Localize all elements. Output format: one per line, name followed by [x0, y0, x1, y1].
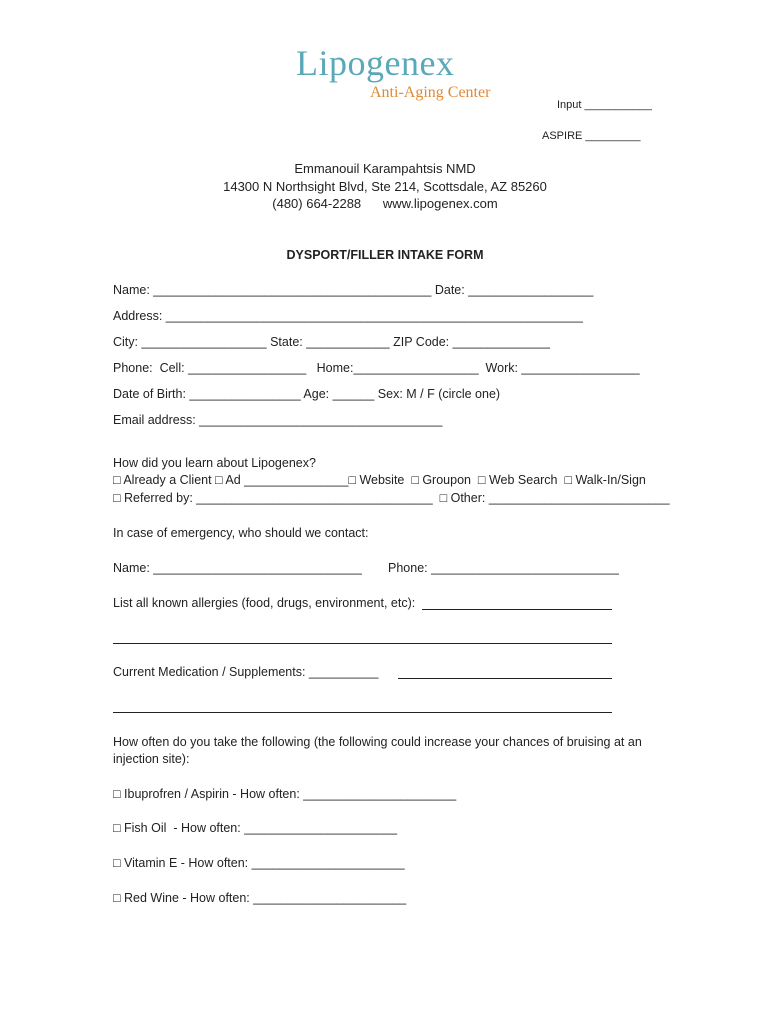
form-title: DYSPORT/FILLER INTAKE FORM [286, 248, 484, 262]
medications-line-2[interactable] [113, 712, 612, 713]
clinic-contact: (480) 664-2288 www.lipogenex.com [272, 196, 498, 211]
office-aspire-field[interactable]: ASPIRE _________ [542, 130, 641, 142]
frequency-question-line-2: injection site): [113, 752, 190, 766]
name-date-field[interactable]: Name: ________________________________________ Date: __________________ [113, 283, 594, 297]
logo-wordmark: Lipogenex [296, 43, 455, 83]
fish-oil-field[interactable]: □ Fish Oil - How often: ______________________ [113, 821, 398, 835]
referral-options-row-2[interactable]: □ Referred by: __________________________________ □ Other: __________________________ [113, 491, 670, 505]
dob-age-sex-field[interactable]: Date of Birth: ________________ Age: ______ Sex: M / F (circle one) [113, 387, 501, 401]
emergency-phone-field[interactable]: Phone: ___________________________ [388, 561, 619, 575]
referral-question: How did you learn about Lipogenex? [113, 456, 316, 470]
frequency-question-line-1: How often do you take the following (the following could increase your chances of bruising at an [113, 735, 642, 749]
phone-field[interactable]: Phone: Cell: _________________ Home:__________________ Work: _________________ [113, 361, 640, 375]
address-field[interactable]: Address: ____________________________________________________________ [113, 309, 583, 323]
red-wine-field[interactable]: □ Red Wine - How often: ______________________ [113, 891, 407, 905]
medications-label: Current Medication / Supplements: __________ [113, 665, 379, 679]
office-input-field[interactable]: Input ___________ [557, 99, 652, 111]
logo-subtitle: Anti-Aging Center [370, 84, 491, 101]
doctor-name: Emmanouil Karampahtsis NMD [294, 161, 476, 176]
referral-options-row-1[interactable]: □ Already a Client □ Ad _______________□ Website □ Groupon □ Web Search □ Walk-In/Sign [113, 473, 646, 487]
allergies-line-1[interactable] [422, 609, 612, 610]
ibuprofen-field[interactable]: □ Ibuprofren / Aspirin - How often: ______________________ [113, 787, 457, 801]
clinic-address: 14300 N Northsight Blvd, Ste 214, Scottsdale, AZ 85260 [223, 179, 547, 194]
emergency-question: In case of emergency, who should we contact: [113, 526, 369, 540]
city-state-zip-field[interactable]: City: __________________ State: ____________ ZIP Code: ______________ [113, 335, 550, 349]
vitamin-e-field[interactable]: □ Vitamin E - How often: ______________________ [113, 856, 405, 870]
medications-line-1[interactable] [398, 678, 612, 679]
emergency-name-field[interactable]: Name: ______________________________ [113, 561, 362, 575]
lipogenex-logo [282, 36, 512, 106]
allergies-line-2[interactable] [113, 643, 612, 644]
allergies-label: List all known allergies (food, drugs, environment, etc): [113, 596, 416, 610]
email-field[interactable]: Email address: ___________________________________ [113, 413, 443, 427]
